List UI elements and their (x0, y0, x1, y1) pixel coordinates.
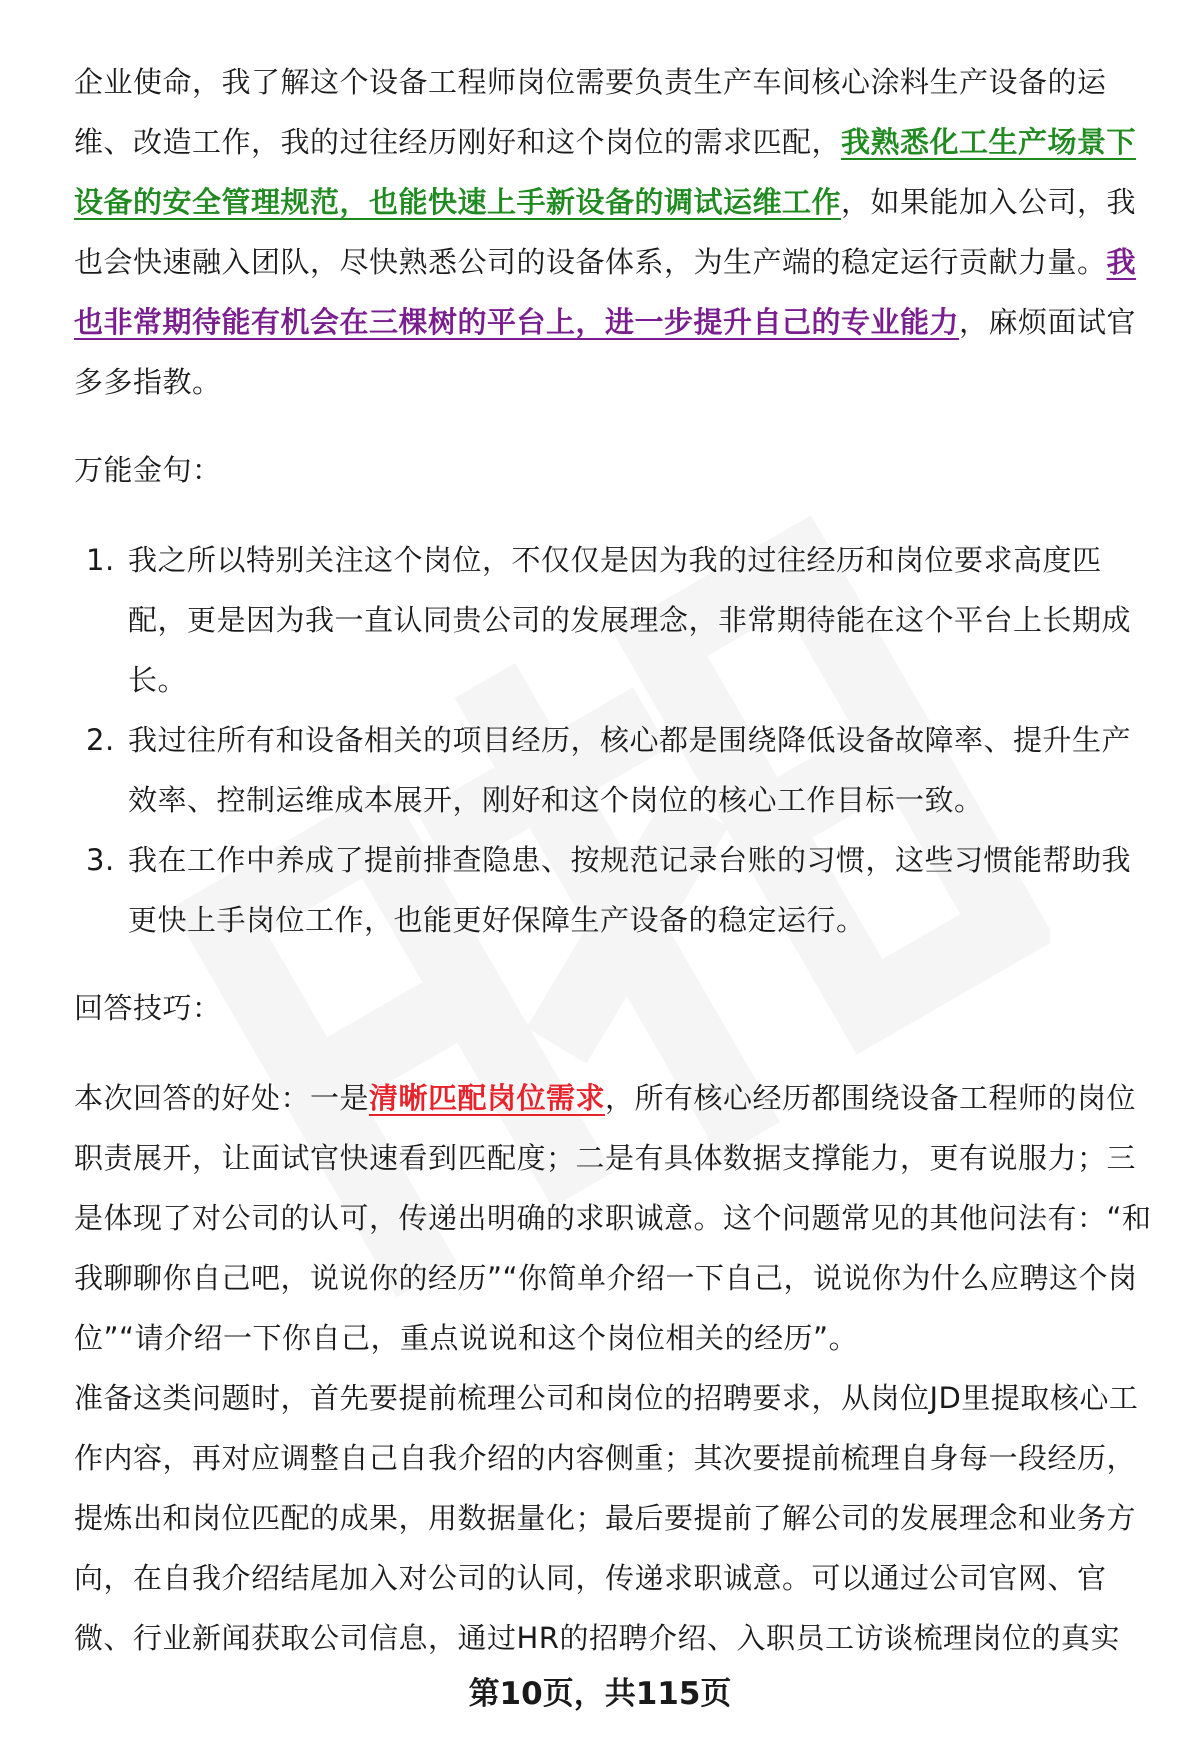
tips-benefit-paragraph (74, 1068, 1154, 1368)
list-item-number: 3. (86, 843, 115, 877)
benefit-text: ，所有核心经历都围绕设备工程师的岗位职责展开，让面试官快速看到匹配度；二是有具体数据支撑能力，更有说服力；三是体现了对公司的认可，传递出明确的求职诚意。这个问题常见的其他问法有：“和我聊聊你自己吧，说说你的经历”“你简单介绍一下自己，说说你为什么应聘这个岗位”“请介绍一下你自己，重点说说和这个岗位相关的经历”。 (74, 1081, 1152, 1355)
tips-prep-paragraph: 准备这类问题时，首先要提前梳理公司和岗位的招聘要求，从岗位JD里提取核心工作内容，再对应调整自己自我介绍的内容侧重；其次要提前梳理自身每一段经历，提炼出和岗位匹配的成果，用数据量化；最后要提前了解公司的发展理念和业务方向，在自我介绍结尾加入对公司的认同，传递求职诚意。可以通过公司官网、官微、行业新闻获取公司信息，通过HR的招聘介绍、入职员工访谈梳理岗位的真实 (74, 1381, 1139, 1655)
list-item (74, 530, 1154, 710)
red-highlight: 清晰匹配岗位需求 (369, 1081, 606, 1115)
document-body (74, 52, 1154, 1668)
purple-highlight: 我也非常期待能有机会在三棵树的平台上，进一步提升自己的专业能力 (74, 245, 1137, 339)
intro-text-3: ，麻烦面试官多多指教。 (74, 305, 1137, 399)
list-item (74, 710, 1154, 830)
green-highlight: 我熟悉化工生产场景下设备的安全管理规范，也能快速上手新设备的调试运维工作 (74, 125, 1137, 219)
page-number: 第10页，共115页 (468, 1676, 732, 1712)
list-item (74, 830, 1154, 950)
list-item-text: 我之所以特别关注这个岗位，不仅仅是因为我的过往经历和岗位要求高度匹配，更是因为我一直认同贵公司的发展理念，非常期待能在这个平台上长期成长。 (128, 543, 1132, 697)
list-item-text: 我在工作中养成了提前排查隐患、按规范记录台账的习惯，这些习惯能帮助我更快上手岗位工作，也能更好保障生产设备的稳定运行。 (128, 843, 1132, 937)
intro-paragraph (74, 52, 1154, 412)
list-item-number: 1. (86, 543, 115, 577)
tips-heading: 回答技巧： (74, 991, 222, 1025)
benefit-prefix: 本次回答的好处：一是 (74, 1081, 370, 1115)
list-item-text: 我过往所有和设备相关的项目经历，核心都是围绕降低设备故障率、提升生产效率、控制运维成本展开，刚好和这个岗位的核心工作目标一致。 (128, 723, 1132, 817)
intro-text-1: 企业使命，我了解这个设备工程师岗位需要负责生产车间核心涂料生产设备的运维、改造工作，我的过往经历刚好和这个岗位的需求匹配， (74, 65, 1107, 159)
golden-sentences-heading: 万能金句： (74, 453, 222, 487)
list-item-number: 2. (86, 723, 115, 757)
golden-sentences-list (74, 530, 1154, 950)
intro-text-2: ，如果能加入公司，我也会快速融入团队，尽快熟悉公司的设备体系，为生产端的稳定运行贡献力量。 (74, 185, 1137, 279)
